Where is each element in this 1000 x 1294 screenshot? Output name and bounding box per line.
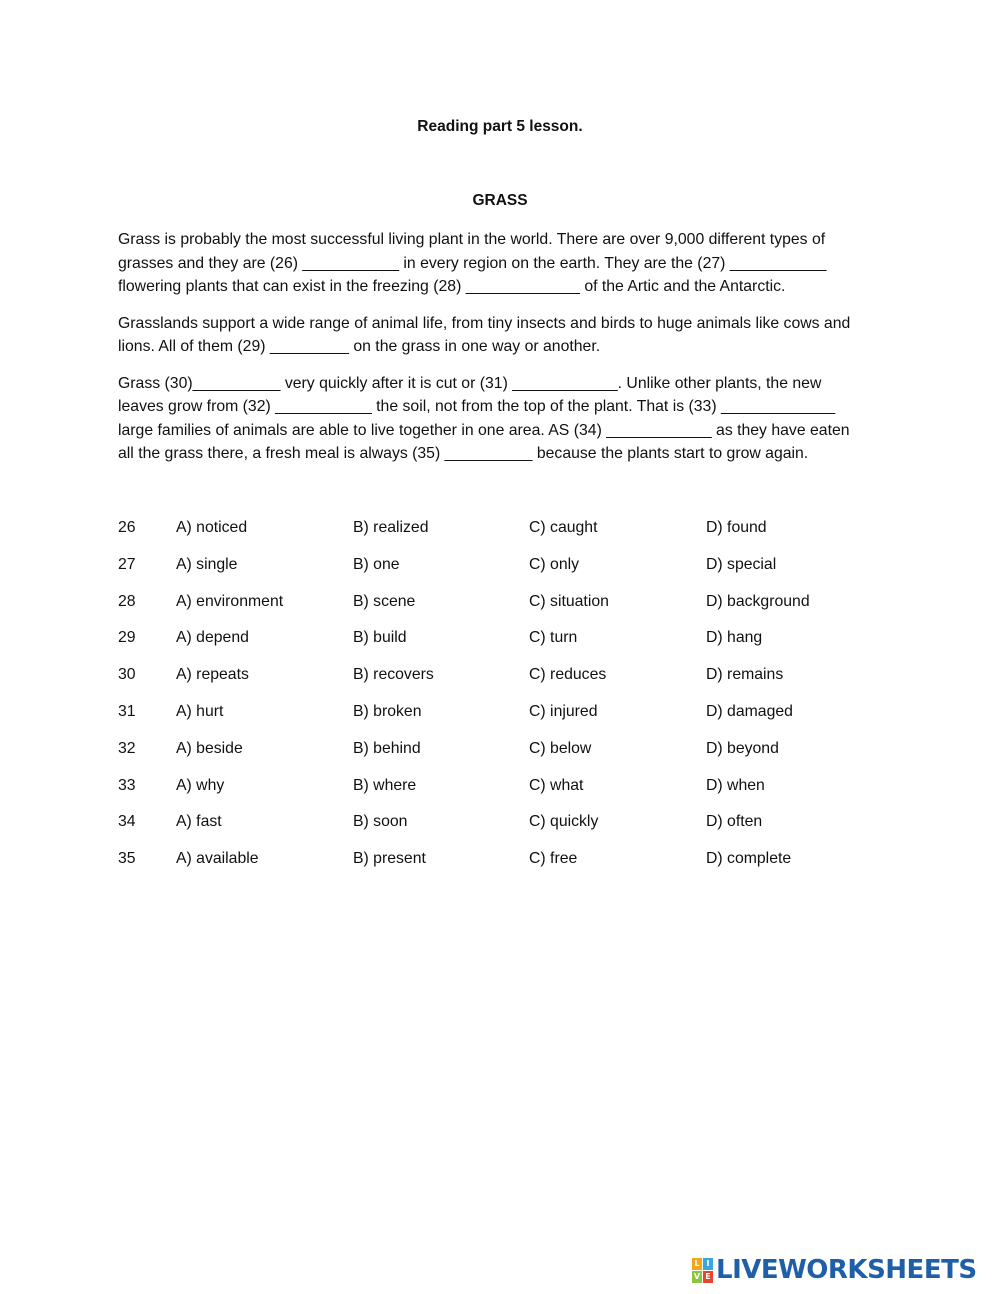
option-b[interactable]: B) present (353, 850, 426, 868)
passage-line: lions. All of them (29) _________ on the grass in one way or another. (118, 338, 601, 355)
question-row-35 (118, 847, 898, 884)
question-row-31 (118, 700, 898, 737)
option-a[interactable]: A) fast (176, 813, 222, 831)
option-b[interactable]: B) recovers (353, 666, 434, 684)
question-number: 33 (118, 776, 136, 794)
option-a[interactable]: A) repeats (176, 666, 249, 684)
question-number: 34 (118, 813, 136, 831)
passage-line: flowering plants that can exist in the freezing (28) _____________ of the Artic and the Antarctic. (118, 278, 786, 295)
option-d[interactable]: D) beyond (706, 739, 779, 757)
question-row-32 (118, 737, 898, 774)
logo-mark-l: L (692, 1258, 702, 1270)
option-a[interactable]: A) why (176, 776, 225, 794)
reading-passage (118, 228, 888, 479)
option-d[interactable]: D) remains (706, 666, 784, 684)
option-d[interactable]: D) found (706, 519, 767, 536)
option-a[interactable]: A) beside (176, 739, 243, 757)
logo-mark-icon (692, 1258, 713, 1283)
option-d[interactable]: D) hang (706, 629, 763, 647)
option-b[interactable]: B) one (353, 555, 400, 573)
logo-text: LIVEWORKSHEETS (716, 1255, 977, 1285)
logo-mark-v: V (693, 1272, 701, 1281)
passage-title: GRASS (472, 192, 528, 209)
option-c[interactable]: C) situation (529, 592, 609, 610)
option-c[interactable]: C) caught (529, 519, 598, 536)
passage-line: Grass (30)__________ very quickly after it is cut or (31) ____________. Unlike other plants, the new (118, 374, 822, 392)
option-d[interactable]: D) damaged (706, 702, 793, 720)
passage-line: leaves grow from (32) ___________ the soil, not from the top of the plant. That is (33) _____________ (118, 398, 836, 415)
paragraph-3 (118, 372, 888, 466)
option-d[interactable]: D) background (706, 592, 810, 610)
option-a[interactable]: A) environment (176, 592, 284, 610)
liveworksheets-logo (692, 1256, 977, 1284)
logo-mark-i: I (703, 1258, 713, 1270)
passage-line: large families of animals are able to live together in one area. AS (34) ____________ as they have eaten (118, 421, 850, 439)
option-d[interactable]: D) special (706, 555, 777, 573)
logo-mark-e: E (703, 1271, 713, 1283)
question-row-30 (118, 663, 898, 700)
option-a[interactable]: A) hurt (176, 702, 224, 720)
question-number: 27 (118, 555, 136, 573)
option-c[interactable]: C) reduces (529, 666, 607, 684)
question-row-28 (118, 590, 898, 627)
option-a[interactable]: A) single (176, 555, 238, 573)
option-c[interactable]: C) only (529, 555, 580, 573)
question-row-33 (118, 774, 898, 811)
question-row-26 (118, 516, 898, 553)
option-c[interactable]: C) quickly (529, 813, 599, 831)
question-number: 28 (118, 592, 136, 610)
option-a[interactable]: A) noticed (176, 519, 248, 536)
option-b[interactable]: B) broken (353, 702, 422, 720)
option-b[interactable]: B) scene (353, 592, 416, 610)
answer-options-table (118, 516, 898, 884)
paragraph-1 (118, 228, 888, 299)
option-d[interactable]: D) complete (706, 850, 792, 868)
question-number: 31 (118, 702, 136, 720)
option-c[interactable]: C) free (529, 850, 578, 868)
option-b[interactable]: B) realized (353, 519, 429, 536)
option-c[interactable]: C) turn (529, 629, 578, 647)
option-b[interactable]: B) build (353, 629, 407, 647)
option-d[interactable]: D) when (706, 776, 765, 794)
passage-line: Grasslands support a wide range of animal life, from tiny insects and birds to huge animals like cows and (118, 314, 851, 332)
question-number: 26 (118, 519, 136, 536)
option-b[interactable]: B) behind (353, 739, 421, 757)
question-row-27 (118, 553, 898, 590)
question-number: 30 (118, 666, 136, 684)
passage-line: all the grass there, a fresh meal is always (35) __________ because the plants start to grow again. (118, 445, 809, 462)
option-d[interactable]: D) often (706, 813, 763, 831)
question-row-34 (118, 810, 898, 847)
paragraph-2 (118, 312, 888, 359)
option-a[interactable]: A) depend (176, 629, 249, 647)
option-b[interactable]: B) soon (353, 813, 408, 831)
option-a[interactable]: A) available (176, 850, 259, 868)
passage-line: grasses and they are (26) ___________ in every region on the earth. They are the (27) ___________ (118, 254, 827, 272)
question-number: 29 (118, 629, 136, 647)
lesson-title: Reading part 5 lesson. (417, 118, 583, 135)
question-number: 32 (118, 739, 136, 757)
question-row-29 (118, 626, 898, 663)
passage-line: Grass is probably the most successful living plant in the world. There are over 9,000 different types of (118, 231, 826, 248)
option-c[interactable]: C) what (529, 776, 584, 794)
option-c[interactable]: C) below (529, 739, 592, 757)
option-b[interactable]: B) where (353, 776, 417, 794)
option-c[interactable]: C) injured (529, 702, 598, 720)
question-number: 35 (118, 850, 136, 868)
